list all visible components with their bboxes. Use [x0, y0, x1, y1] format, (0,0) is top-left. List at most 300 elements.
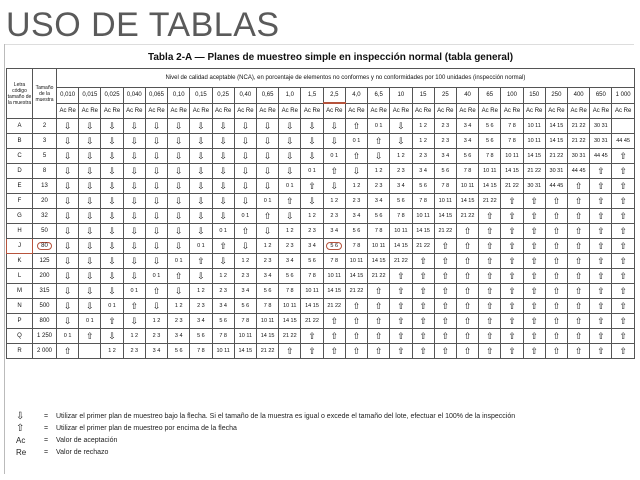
- arrow-down-icon: ⇩: [212, 209, 234, 224]
- arrow-up-icon: ⇧: [434, 299, 456, 314]
- table-row: [7, 254, 635, 269]
- arrow-up-icon: ⇧: [612, 329, 634, 344]
- ac-re-value: 30 31: [590, 119, 612, 134]
- arrow-down-icon: ⇩: [79, 269, 101, 284]
- legend-equals: =: [44, 448, 49, 456]
- ac-re-value: 2 3: [412, 149, 434, 164]
- arrow-down-icon: ⇩: [101, 269, 123, 284]
- arrow-up-icon: ⇧: [590, 254, 612, 269]
- arrow-down-icon: ⇩: [123, 224, 145, 239]
- legend-item: [16, 410, 515, 422]
- arrow-up-icon: ⇧: [345, 344, 367, 359]
- ac-re-label: Ac Re: [323, 103, 345, 119]
- ac-re-label: Ac Re: [390, 103, 412, 119]
- arrow-up-icon: ⇧: [368, 134, 390, 149]
- arrow-up-icon: ⇧: [456, 269, 478, 284]
- ac-re-value: 30 31: [545, 164, 567, 179]
- arrow-down-icon: ⇩: [212, 164, 234, 179]
- arrow-down-icon: ⇩: [212, 134, 234, 149]
- arrow-up-icon: ⇧: [590, 299, 612, 314]
- arrow-down-icon: ⇩: [345, 164, 367, 179]
- ac-re-value: 7 8: [279, 284, 301, 299]
- arrow-down-icon: ⇩: [79, 254, 101, 269]
- arrow-down-icon: ⇩: [123, 254, 145, 269]
- ac-re-value: 0 1: [345, 134, 367, 149]
- ac-re-value: 10 11: [345, 254, 367, 269]
- arrow-down-icon: ⇩: [101, 254, 123, 269]
- arrow-up-icon: ⇧: [568, 329, 590, 344]
- ac-re-value: 0 1: [190, 239, 212, 254]
- ac-re-label: Ac Re: [101, 103, 123, 119]
- nca-level: 0,25: [212, 88, 234, 104]
- arrow-down-icon: ⇩: [145, 254, 167, 269]
- arrow-up-icon: ⇧: [390, 284, 412, 299]
- arrow-up-icon: ⇧: [501, 314, 523, 329]
- arrow-down-icon: ⇩: [168, 164, 190, 179]
- arrow-up-icon: ⇧: [368, 329, 390, 344]
- arrow-down-icon: ⇩: [145, 164, 167, 179]
- arrow-down-icon: ⇩: [212, 119, 234, 134]
- ac-re-value: 5 6: [479, 134, 501, 149]
- ac-re-value: 0 1: [323, 149, 345, 164]
- ac-re-value: 10 11: [256, 314, 278, 329]
- arrow-up-icon: ⇧: [590, 194, 612, 209]
- arrow-down-icon: ⇩: [101, 164, 123, 179]
- slide-title: USO DE TABLAS: [6, 6, 280, 44]
- ac-re-label: Ac Re: [590, 103, 612, 119]
- arrow-up-icon: ⇧: [612, 194, 634, 209]
- ac-re-value: 21 22: [301, 314, 323, 329]
- arrow-up-icon: ⇧: [568, 344, 590, 359]
- ac-re-value: 44 45: [590, 149, 612, 164]
- arrow-down-icon: ⇩: [79, 149, 101, 164]
- arrow-down-icon: ⇩: [79, 224, 101, 239]
- ac-re-value: 2 3: [434, 119, 456, 134]
- ac-re-value: 0 1: [301, 164, 323, 179]
- ac-re-value: 5 6: [434, 164, 456, 179]
- ac-re-value: 44 45: [545, 179, 567, 194]
- legend-equals: =: [44, 436, 49, 444]
- nca-level: 0,15: [190, 88, 212, 104]
- arrow-up-icon: ⇧: [545, 284, 567, 299]
- arrow-up-icon: ⇧: [612, 149, 634, 164]
- ac-re-value: 2 3: [256, 254, 278, 269]
- arrow-up-icon: ⇧: [323, 344, 345, 359]
- nca-level: 4,0: [345, 88, 367, 104]
- table-row: [7, 314, 635, 329]
- arrow-up-icon: ⇧: [612, 224, 634, 239]
- arrow-up-icon: ⇧: [456, 344, 478, 359]
- ac-re-value: 10 11: [523, 134, 545, 149]
- ac-re-value: 1 2: [212, 269, 234, 284]
- ac-re-value: 3 4: [301, 239, 323, 254]
- arrow-up-icon: ⇧: [456, 254, 478, 269]
- legend: [16, 410, 515, 458]
- arrow-up-icon: ⇧: [368, 344, 390, 359]
- ac-re-value: 14 15: [323, 284, 345, 299]
- nca-level: 40: [456, 88, 478, 104]
- arrow-down-icon: ⇩: [390, 134, 412, 149]
- arrow-down-icon: ⇩: [123, 164, 145, 179]
- arrow-down-icon: ⇩: [101, 209, 123, 224]
- arrow-up-icon: ⇧: [479, 329, 501, 344]
- arrow-up-icon: ⇧: [545, 254, 567, 269]
- nca-levels-row: [7, 88, 635, 104]
- ac-re-value: 14 15: [234, 344, 256, 359]
- arrow-down-icon: ⇩: [123, 314, 145, 329]
- ac-re-value: 2 3: [323, 209, 345, 224]
- row-letter: H: [7, 224, 33, 239]
- arrow-up-icon: ⇧: [479, 269, 501, 284]
- ac-re-label: Ac Re: [57, 103, 79, 119]
- ac-re-value: 3 4: [412, 164, 434, 179]
- ac-re-value: 0 1: [256, 194, 278, 209]
- ac-re-value: 7 8: [501, 134, 523, 149]
- arrow-down-icon: ⇩: [190, 119, 212, 134]
- arrow-up-icon: ⇧: [612, 209, 634, 224]
- arrow-up-icon: ⇧: [612, 254, 634, 269]
- left-rule: [4, 44, 5, 474]
- ac-re-row: [7, 103, 635, 119]
- highlighted-size: 80: [37, 242, 52, 250]
- ac-re-value: 1 2: [123, 329, 145, 344]
- ac-re-value: 1 2: [390, 149, 412, 164]
- table-row: [7, 164, 635, 179]
- re-symbol: Re: [16, 447, 27, 457]
- ac-re-value: 3 4: [212, 299, 234, 314]
- ac-re-value: 2 3: [168, 314, 190, 329]
- arrow-down-icon: ⇩: [79, 194, 101, 209]
- arrow-up-icon: ⇧: [568, 299, 590, 314]
- arrow-up-icon: ⇧: [590, 164, 612, 179]
- row-letter: E: [7, 179, 33, 194]
- arrow-up-icon: ⇧: [545, 209, 567, 224]
- nca-level: 0,025: [101, 88, 123, 104]
- ac-re-label: Ac Re: [345, 103, 367, 119]
- ac-re-value: 14 15: [368, 254, 390, 269]
- ac-re-value: 3 4: [390, 179, 412, 194]
- arrow-down-icon: ⇩: [279, 164, 301, 179]
- arrow-down-icon: ⇩: [301, 134, 323, 149]
- arrow-down-icon: ⇩: [57, 164, 79, 179]
- arrow-up-icon: ⇧: [523, 299, 545, 314]
- arrow-up-icon: ⇧: [501, 209, 523, 224]
- ac-re-value: 1 2: [323, 194, 345, 209]
- highlighted-ac-re: 5 6: [326, 242, 342, 250]
- arrow-down-icon: ⇩: [101, 284, 123, 299]
- ac-re-value: 10 11: [434, 194, 456, 209]
- sampling-plan-table: [6, 68, 635, 359]
- ac-re-value: 2 3: [279, 239, 301, 254]
- ac-re-label: Ac Re: [368, 103, 390, 119]
- ac-re-label: Ac Re: [612, 103, 634, 119]
- ac-re-value: 3 4: [456, 119, 478, 134]
- arrow-down-icon: ⇩: [190, 179, 212, 194]
- arrow-down-icon: ⇩: [323, 134, 345, 149]
- ac-re-label: Ac Re: [212, 103, 234, 119]
- arrow-up-icon: ⇧: [590, 239, 612, 254]
- arrow-down-icon: ⇩: [323, 119, 345, 134]
- arrow-up-icon: ⇧: [234, 224, 256, 239]
- ac-re-value: 21 22: [368, 269, 390, 284]
- row-size: 2: [33, 119, 57, 134]
- table-row: [7, 194, 635, 209]
- arrow-up-icon: ⇧: [412, 299, 434, 314]
- arrow-up-icon: ⇧: [101, 314, 123, 329]
- row-letter: F: [7, 194, 33, 209]
- arrow-down-icon: ⇩: [234, 239, 256, 254]
- arrow-up-icon: ⇧: [279, 344, 301, 359]
- ac-re-label: Ac Re: [545, 103, 567, 119]
- arrow-up-icon: ⇧: [568, 314, 590, 329]
- ac-re-value: 0 1: [212, 224, 234, 239]
- arrow-up-icon: ⇧: [523, 194, 545, 209]
- arrow-up-icon: ⇧: [590, 344, 612, 359]
- arrow-up-icon: ⇧: [612, 284, 634, 299]
- row-size: 315: [33, 284, 57, 299]
- arrow-up-icon: ⇧: [523, 284, 545, 299]
- ac-re-value: 5 6: [301, 254, 323, 269]
- nca-level: 1,0: [279, 88, 301, 104]
- arrow-up-icon: ⇧: [412, 329, 434, 344]
- arrow-down-icon: ⇩: [57, 119, 79, 134]
- arrow-up-icon: ⇧: [523, 209, 545, 224]
- arrow-down-icon: ⇩: [57, 284, 79, 299]
- ac-re-value: 14 15: [501, 164, 523, 179]
- arrow-up-icon: ⇧: [212, 239, 234, 254]
- arrow-up-icon: ⇧: [256, 209, 278, 224]
- ac-re-value: 10 11: [456, 179, 478, 194]
- nca-level: 6,5: [368, 88, 390, 104]
- legend-equals: =: [44, 424, 49, 432]
- ac-re-label: Ac Re: [234, 103, 256, 119]
- arrow-down-icon: ⇩: [256, 224, 278, 239]
- arrow-down-icon: ⇩: [101, 134, 123, 149]
- ac-re-value: 5 6: [168, 344, 190, 359]
- ac-re-label: Ac Re: [279, 103, 301, 119]
- arrow-up-icon: ⇧: [323, 329, 345, 344]
- ac-re-value: 3 4: [279, 254, 301, 269]
- arrow-up-icon: ⇧: [345, 149, 367, 164]
- arrow-up-icon: ⇧: [412, 344, 434, 359]
- nca-level: 15: [412, 88, 434, 104]
- arrow-up-icon: ⇧: [590, 224, 612, 239]
- arrow-down-icon: ⇩: [190, 194, 212, 209]
- arrow-down-icon: ⇩: [279, 209, 301, 224]
- legend-text: Utilizar el primer plan de muestreo bajo la flecha. Si el tamaño de la muestra es igual o excede el tamaño del lote, efectuar el 100% de la inspección: [56, 412, 516, 420]
- row-size: 500: [33, 299, 57, 314]
- table-row: [7, 149, 635, 164]
- arrow-up-icon: ⇧: [501, 344, 523, 359]
- arrow-up-icon: ⇧: [412, 254, 434, 269]
- ac-re-value: 5 6: [190, 329, 212, 344]
- legend-text: Valor de aceptación: [56, 436, 118, 444]
- ac-re-value: 5 6: [345, 224, 367, 239]
- arrow-up-icon: ⇧: [501, 299, 523, 314]
- arrow-up-icon: ⇧: [523, 254, 545, 269]
- arrow-up-icon: ⇧: [501, 329, 523, 344]
- arrow-up-icon: ⇧: [523, 329, 545, 344]
- arrow-up-icon: ⇧: [590, 209, 612, 224]
- arrow-down-icon: ⇩: [145, 179, 167, 194]
- ac-re-value: 5 6: [390, 194, 412, 209]
- ac-re-value: 5 6: [212, 314, 234, 329]
- ac-re-value: 1 2: [256, 239, 278, 254]
- arrow-up-icon: ⇧: [434, 344, 456, 359]
- nca-level: 1 000: [612, 88, 634, 104]
- arrow-down-icon: ⇩: [301, 149, 323, 164]
- arrow-down-icon: ⇩: [145, 134, 167, 149]
- arrow-up-icon: ⇧: [123, 299, 145, 314]
- arrow-up-icon: ⇧: [523, 239, 545, 254]
- arrow-up-icon: ⇧: [523, 269, 545, 284]
- ac-re-value: 3 4: [190, 314, 212, 329]
- ac-re-value: 3 4: [168, 329, 190, 344]
- table-row: [7, 269, 635, 284]
- arrow-up-icon: ⇧: [301, 329, 323, 344]
- arrow-up-icon: ⇧: [434, 284, 456, 299]
- ac-re-value: 1 2: [412, 119, 434, 134]
- nca-level: 0,010: [57, 88, 79, 104]
- ac-re-value: 21 22: [501, 179, 523, 194]
- arrow-up-icon: ⇧: [523, 224, 545, 239]
- arrow-up-icon: ⇧: [323, 164, 345, 179]
- nca-level: 10: [390, 88, 412, 104]
- nca-level: 0,10: [168, 88, 190, 104]
- ac-re-value: 21 22: [412, 239, 434, 254]
- arrow-up-icon: ⇧: [568, 209, 590, 224]
- ac-re-value: 7 8: [479, 149, 501, 164]
- arrow-down-icon: ⇩: [79, 284, 101, 299]
- ac-re-value: 21 22: [345, 284, 367, 299]
- ac-re-value: 0 1: [234, 209, 256, 224]
- ac-re-value: 2 3: [212, 284, 234, 299]
- arrow-up-icon: ⇧: [345, 329, 367, 344]
- arrow-down-icon: ⇩: [57, 149, 79, 164]
- ac-re-label: Ac Re: [145, 103, 167, 119]
- ac-re-value: 2 3: [190, 299, 212, 314]
- legend-text: Valor de rechazo: [56, 448, 109, 456]
- table-row: [7, 344, 635, 359]
- ac-re-value: [612, 119, 634, 134]
- arrow-down-icon: ⇩: [145, 149, 167, 164]
- ac-re-value: 21 22: [256, 344, 278, 359]
- arrow-down-icon: ⇩: [368, 149, 390, 164]
- ac-re-value: 10 11: [501, 149, 523, 164]
- ac-re-value: 1 2: [190, 284, 212, 299]
- arrow-up-icon: ⇧: [568, 194, 590, 209]
- row-size: 3: [33, 134, 57, 149]
- arrow-up-icon: ⇧: [479, 344, 501, 359]
- ac-re-value: 21 22: [390, 254, 412, 269]
- arrow-up-icon: ⇧: [434, 329, 456, 344]
- arrow-down-icon: ⇩: [279, 119, 301, 134]
- arrow-up-icon: ⇧: [390, 344, 412, 359]
- ac-re-value: 10 11: [234, 329, 256, 344]
- ac-re-value: 0 1: [145, 269, 167, 284]
- ac-re-value: 1 2: [412, 134, 434, 149]
- table-row: [7, 284, 635, 299]
- ac-re-value: 3 4: [234, 284, 256, 299]
- row-letter: D: [7, 164, 33, 179]
- arrow-up-icon: ⇧: [412, 284, 434, 299]
- arrow-down-icon: ⇩: [168, 179, 190, 194]
- arrow-up-icon: ⇧: [545, 194, 567, 209]
- arrow-down-icon: ⇩: [168, 224, 190, 239]
- ac-re-value: 7 8: [212, 329, 234, 344]
- arrow-down-icon: ⇩: [123, 269, 145, 284]
- ac-re-value: 0 1: [279, 179, 301, 194]
- ac-re-value: 3 4: [345, 209, 367, 224]
- ac-re-label: Ac Re: [434, 103, 456, 119]
- ac-re-value: 14 15: [256, 329, 278, 344]
- arrow-down-icon: ⇩: [123, 239, 145, 254]
- arrow-up-icon: ⇧: [479, 299, 501, 314]
- arrow-up-icon: ⇧: [590, 329, 612, 344]
- row-letter: M: [7, 284, 33, 299]
- row-letter: N: [7, 299, 33, 314]
- arrow-down-icon: ⇩: [123, 149, 145, 164]
- arrow-up-icon: ⇧: [612, 179, 634, 194]
- ac-re-value: 2 3: [301, 224, 323, 239]
- nca-level: 150: [523, 88, 545, 104]
- arrow-up-icon: ⇧: [479, 209, 501, 224]
- arrow-up-icon: ⇧: [523, 344, 545, 359]
- arrow-down-icon: ⇩: [212, 149, 234, 164]
- arrow-up-icon: ⇧: [501, 224, 523, 239]
- arrow-down-icon: ⇩: [279, 134, 301, 149]
- row-size: 20: [33, 194, 57, 209]
- ac-re-value: 1 2: [345, 179, 367, 194]
- arrow-up-icon: ⇧: [301, 179, 323, 194]
- nca-level: 0,065: [145, 88, 167, 104]
- ac-re-value: 21 22: [456, 209, 478, 224]
- arrow-down-icon: ⇩: [57, 194, 79, 209]
- arrow-down-icon: ⇩: [301, 119, 323, 134]
- table-row: [7, 299, 635, 314]
- ac-re-value: 5 6: [234, 299, 256, 314]
- ac-re-value: 7 8: [256, 299, 278, 314]
- ac-re-label: Ac Re: [523, 103, 545, 119]
- arrow-down-icon: ⇩: [145, 239, 167, 254]
- ac-re-value: 0 1: [123, 284, 145, 299]
- ac-re-value: 0 1: [57, 329, 79, 344]
- arrow-down-icon: ⇩: [190, 149, 212, 164]
- row-letter: A: [7, 119, 33, 134]
- arrow-down-icon: ⇩: [57, 209, 79, 224]
- arrow-up-icon: ⇧: [323, 314, 345, 329]
- arrow-up-icon: ⇧: [523, 314, 545, 329]
- ac-re-value: 44 45: [568, 164, 590, 179]
- arrow-up-icon: ⇧: [190, 254, 212, 269]
- ac-re-value: 14 15: [345, 269, 367, 284]
- arrow-down-icon: ⇩: [234, 164, 256, 179]
- arrow-down-icon: ⇩: [79, 209, 101, 224]
- ac-re-value: 1 2: [234, 254, 256, 269]
- arrow-up-icon: ⇧: [479, 284, 501, 299]
- ac-re-value: 1 2: [168, 299, 190, 314]
- arrow-down-icon: ⇩: [79, 164, 101, 179]
- arrow-up-icon: ⇧: [368, 314, 390, 329]
- arrow-up-icon: ⇧: [79, 329, 101, 344]
- nca-level: 2,5: [323, 88, 345, 104]
- arrow-down-icon: ⇩: [190, 269, 212, 284]
- ac-re-label: Ac Re: [412, 103, 434, 119]
- row-size: 800: [33, 314, 57, 329]
- table-row: [7, 134, 635, 149]
- ac-re-value: 10 11: [368, 239, 390, 254]
- row-letter: L: [7, 269, 33, 284]
